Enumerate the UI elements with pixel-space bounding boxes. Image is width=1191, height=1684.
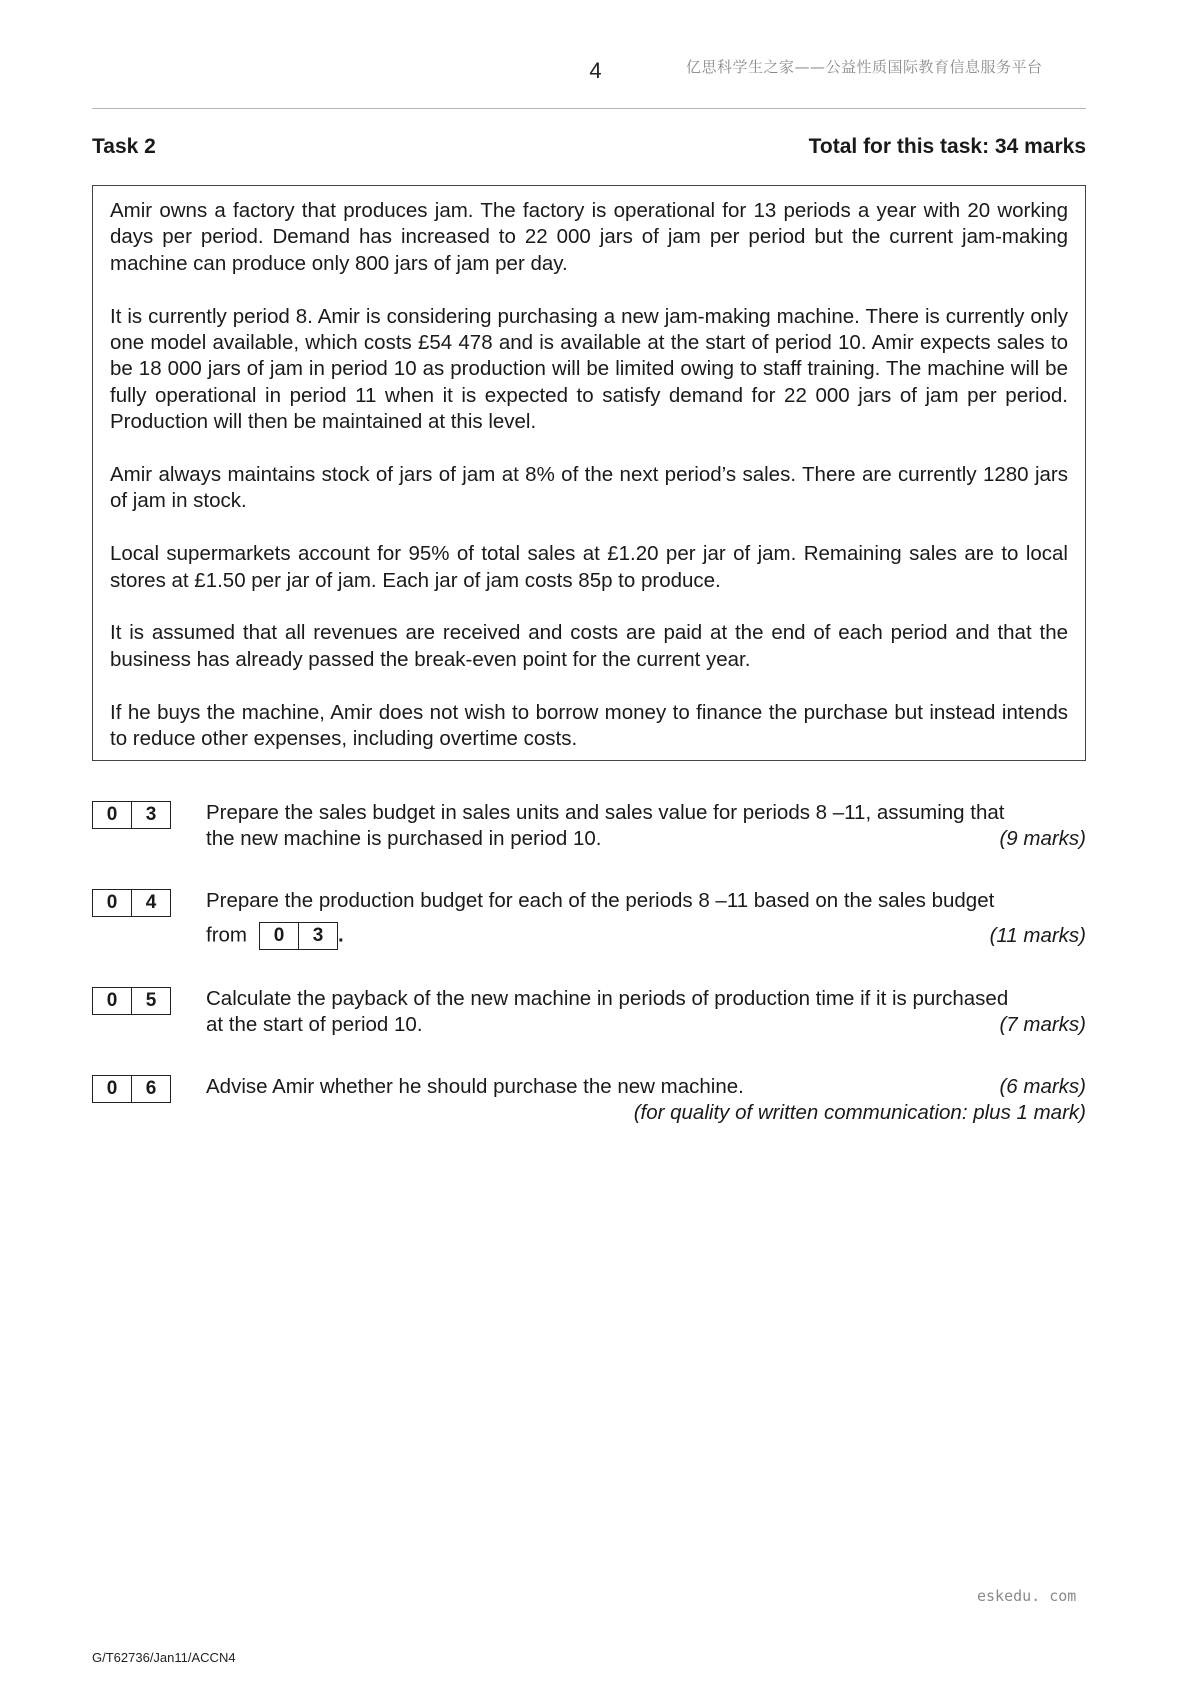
paper-code: G/T62736/Jan11/ACCN4	[92, 1650, 236, 1665]
reference-digit: 0	[273, 925, 285, 947]
scenario-paragraph: Local supermarkets account for 95% of total sales at £1.20 per jar of jam. Remaining sales are to local stores at £1.50 per jar of jam. Each jar of jam costs 85p to produce.	[110, 542, 1068, 592]
page-number: 4	[589, 58, 602, 83]
scenario-paragraph: It is currently period 8. Amir is considering purchasing a new jam-making machine. There is currently only one model available, which costs £54 478 and is available at the start of period 10. Amir expects sales to be 18 000 jars of jam in period 10 as production will be limited owing to staff training. The machine will be fully operational in period 11 when it is expected to satisfy demand for 22 000 jars of jam per period. Production will then be maintained at this level.	[110, 304, 1068, 434]
question-text	[206, 986, 1086, 1039]
question-number-box	[92, 1075, 171, 1103]
question-number-digit: 5	[131, 988, 170, 1014]
question-number-box	[92, 987, 171, 1015]
scenario-paragraph: Amir always maintains stock of jars of jam at 8% of the next period’s sales. There are currently 1280 jars of jam in stock.	[110, 463, 1068, 513]
task-total-marks: Total for this task: 34 marks	[808, 135, 1086, 158]
question-text	[206, 888, 1086, 950]
header-divider	[92, 108, 1086, 109]
question-number-box	[92, 801, 171, 829]
question-line: the new machine is purchased in period 10.	[206, 827, 602, 851]
scenario-paragraph: It is assumed that all revenues are received and costs are paid at the end of each period and that the business has already passed the break-even point for the current year.	[110, 621, 1068, 671]
question-number-digit: 0	[106, 804, 118, 825]
scenario-paragraph: If he buys the machine, Amir does not wish to borrow money to finance the purchase but instead intends to reduce other expenses, including overtime costs.	[110, 700, 1068, 751]
header-watermark: 亿思科学生之家——公益性质国际教育信息服务平台	[686, 58, 1043, 76]
task-title: Task 2	[92, 135, 156, 158]
question-number-box	[92, 889, 171, 917]
question-line: Advise Amir whether he should purchase the new machine.	[206, 1075, 744, 1098]
question-line: at the start of period 10.	[206, 1013, 423, 1037]
question-line: Prepare the production budget for each of the periods 8 –11 based on the sales budget	[206, 889, 995, 912]
question-marks: (11 marks)	[989, 923, 1086, 947]
sentence-period: .	[338, 923, 344, 947]
question-marks: (9 marks)	[999, 827, 1086, 851]
question-number-digit: 3	[131, 802, 170, 828]
question-text	[206, 1074, 1086, 1127]
question-number-digit: 6	[131, 1076, 170, 1102]
question-reference-box	[259, 922, 338, 950]
footer-watermark: eskedu. com	[977, 1587, 1077, 1605]
from-label: from	[206, 923, 247, 947]
quality-of-communication-marks: (for quality of written communication: plus 1 mark)	[633, 1101, 1086, 1125]
scenario-paragraph: Amir owns a factory that produces jam. The factory is operational for 13 periods a year with 20 working days per period. Demand has increased to 22 000 jars of jam per period but the current jam-making machine can produce only 800 jars of jam per day.	[110, 199, 1068, 275]
question-text	[206, 800, 1086, 853]
question-number-digit: 4	[131, 890, 170, 916]
question-number-digit: 0	[106, 1078, 118, 1099]
scenario-box	[92, 185, 1086, 761]
question-line	[206, 922, 344, 950]
question-line: Prepare the sales budget in sales units and sales value for periods 8 –11, assuming that	[206, 801, 1005, 824]
reference-digit: 3	[298, 923, 337, 949]
question-marks: (7 marks)	[999, 1013, 1086, 1037]
question-number-digit: 0	[106, 892, 118, 913]
question-line: Calculate the payback of the new machine in periods of production time if it is purchased	[206, 987, 1009, 1010]
question-marks: (6 marks)	[999, 1075, 1086, 1098]
question-number-digit: 0	[106, 990, 118, 1011]
